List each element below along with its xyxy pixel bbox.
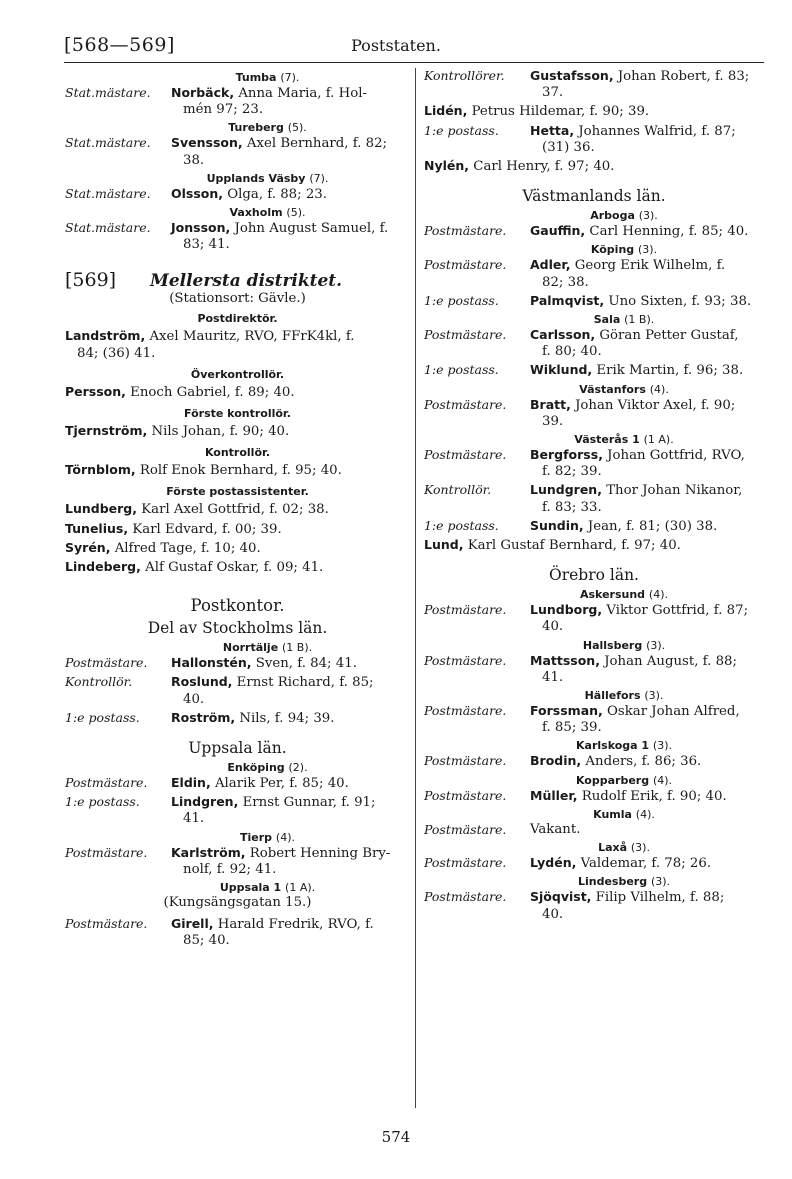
staff-person — [171, 710, 410, 727]
town-office-class: (3). — [630, 841, 650, 855]
staff-entry — [424, 257, 764, 290]
staff-surname: Hetta, — [530, 122, 575, 138]
town-office-class: (5). — [287, 121, 307, 135]
town-office-class: (1 B). — [282, 641, 313, 655]
staff-details: Enoch Gabriel, f. 89; 40. — [130, 384, 295, 400]
staff-entry — [65, 674, 410, 707]
town-heading — [424, 313, 764, 326]
staff-person — [530, 293, 764, 310]
town-heading — [424, 841, 764, 854]
town-name: Laxå — [598, 841, 628, 855]
staff-person — [530, 788, 764, 805]
staff-surname: Törnblom, — [65, 462, 136, 478]
staff-entry — [424, 822, 764, 838]
district-title: Mellersta distriktet. — [150, 271, 343, 292]
staff-role: Postmästare. — [65, 916, 148, 932]
staff-entry — [424, 537, 764, 554]
staff-person — [530, 397, 764, 430]
town-heading — [424, 808, 764, 821]
staff-role: Kontrollörer. — [424, 68, 505, 83]
town-office-class: (4). — [635, 807, 655, 821]
staff-details-cont: f. 82; 39. — [542, 464, 602, 480]
staff-entry — [424, 293, 764, 310]
staff-details: Valdemar, f. 78; 26. — [580, 856, 712, 872]
staff-details: Olga, f. 88; 23. — [227, 186, 327, 202]
staff-entry — [65, 501, 410, 518]
staff-role: Postmästare. — [424, 652, 507, 668]
town-office-class: (5). — [286, 206, 306, 220]
staff-details: Alf Gustaf Oskar, f. 09; 41. — [145, 560, 324, 576]
page-title: Poststaten. — [351, 36, 441, 55]
town-name: Köping — [590, 243, 635, 257]
staff-details: Sven, f. 84; 41. — [255, 656, 357, 672]
town-name: Tierp — [240, 830, 273, 844]
county-heading: Örebro län. — [549, 566, 639, 585]
staff-details-cont: mén 97; 23. — [183, 102, 264, 118]
staff-surname: Lundgren, — [530, 482, 602, 498]
staff-details: Johan Robert, f. 83; — [617, 69, 750, 84]
town-office-class: (7). — [280, 71, 300, 84]
staff-details: Jean, f. 81; (30) 38. — [587, 518, 718, 534]
staff-surname: Norbäck, — [171, 85, 235, 100]
town-office-class: (1 A). — [643, 433, 674, 447]
staff-details: Johan August, f. 88; — [604, 653, 737, 669]
staff-details: Thor Johan Nikanor, — [606, 483, 743, 499]
staff-details: Anna Maria, f. Hol- — [238, 86, 367, 101]
staff-person — [530, 518, 764, 535]
staff-entry — [424, 855, 764, 872]
staff-role: Postmästare. — [424, 855, 507, 871]
staff-entry — [65, 916, 410, 949]
staff-details: Vakant. — [530, 821, 581, 837]
town-heading — [65, 206, 410, 219]
staff-person — [530, 753, 764, 770]
staff-entry — [65, 186, 410, 203]
staff-surname: Lidén, — [424, 103, 468, 119]
district-page-ref: [569] — [65, 269, 117, 292]
staff-entry — [65, 845, 410, 878]
town-name: Västanfors — [579, 382, 646, 396]
staff-details: Karl Edvard, f. 00; 39. — [132, 521, 282, 537]
staff-details: Robert Henning Bry- — [249, 845, 391, 861]
staff-person — [171, 794, 410, 827]
staff-entry — [424, 703, 764, 736]
town-office-class: (4). — [652, 773, 673, 787]
staff-details-cont: 83; 41. — [183, 237, 230, 253]
staff-details: Axel Mauritz, RVO, FFrK4kl, f. — [149, 329, 355, 345]
staff-surname: Karlström, — [171, 844, 246, 860]
staff-surname: Bergforss, — [530, 447, 603, 463]
staff-details: Erik Martin, f. 96; 38. — [596, 363, 744, 379]
staff-role: 1:e postass. — [424, 362, 499, 378]
town-heading — [65, 121, 410, 134]
town-name: Tumba — [235, 71, 277, 84]
column-divider — [415, 68, 416, 1108]
position-heading: Kontrollör. — [204, 446, 271, 460]
town-name: Västerås 1 — [574, 433, 640, 447]
staff-entry — [65, 328, 410, 361]
staff-role: Stat.mästare. — [65, 220, 151, 236]
staff-surname: Jonsson, — [171, 220, 231, 236]
staff-entry — [65, 655, 410, 672]
staff-surname: Lindgren, — [171, 794, 239, 810]
staff-surname: Nylén, — [424, 158, 470, 174]
staff-details-cont: 40. — [183, 691, 205, 707]
staff-details: Oskar Johan Alfred, — [607, 704, 740, 720]
staff-person — [530, 822, 764, 838]
staff-details-cont: 40. — [542, 906, 564, 922]
town-heading — [65, 172, 410, 185]
staff-details: Petrus Hildemar, f. 90; 39. — [471, 104, 650, 120]
staff-details-cont: 37. — [542, 85, 564, 101]
town-heading — [424, 774, 764, 787]
town-heading — [65, 641, 410, 654]
staff-details: Rolf Enok Bernhard, f. 95; 40. — [139, 463, 342, 479]
staff-details: Johan Gottfrid, RVO, — [607, 448, 745, 464]
town-name: Askersund — [580, 588, 646, 602]
staff-person — [530, 447, 764, 480]
staff-details: Harald Fredrik, RVO, f. — [217, 917, 374, 933]
staff-details: Ernst Gunnar, f. 91; — [242, 795, 376, 811]
station-location: (Stationsort: Gävle.) — [169, 291, 306, 307]
staff-entry — [424, 788, 764, 805]
staff-details: Uno Sixten, f. 93; 38. — [608, 293, 752, 309]
town-office-class: (1 A). — [285, 881, 316, 895]
staff-entry — [424, 753, 764, 770]
staff-person — [171, 655, 410, 672]
town-heading — [424, 875, 764, 888]
staff-role: 1:e postass. — [424, 517, 499, 533]
staff-entry — [65, 462, 410, 479]
staff-role: Postmästare. — [424, 223, 507, 239]
staff-surname: Sundin, — [530, 517, 584, 533]
staff-role: Postmästare. — [424, 787, 507, 803]
staff-surname: Svensson, — [171, 135, 243, 151]
town-office-class: (4). — [649, 382, 669, 396]
staff-entry — [65, 794, 410, 827]
staff-role: Postmästare. — [65, 844, 148, 860]
staff-surname: Lundborg, — [530, 602, 603, 618]
town-office-class: (3). — [638, 209, 658, 223]
staff-role: 1:e postass. — [424, 292, 499, 308]
position-heading: Förste postassistenter. — [166, 485, 309, 499]
staff-surname: Eldin, — [171, 775, 211, 791]
staff-details: Viktor Gottfrid, f. 87; — [606, 603, 749, 619]
town-name: Upplands Väsby — [206, 171, 306, 185]
staff-surname: Lydén, — [530, 855, 577, 871]
staff-role: 1:e postass. — [65, 794, 140, 810]
staff-person — [171, 186, 410, 203]
staff-details: John August Samuel, f. — [234, 221, 389, 237]
staff-surname: Mattsson, — [530, 652, 600, 668]
staff-person — [530, 257, 764, 290]
staff-entry — [424, 447, 764, 480]
staff-details: Johannes Walfrid, f. 87; — [578, 123, 736, 139]
staff-entry — [65, 559, 410, 576]
town-office-class: (3). — [638, 243, 658, 257]
staff-entry — [424, 889, 764, 922]
staff-details: Nils, f. 94; 39. — [239, 710, 335, 726]
staff-surname: Syrén, — [65, 539, 111, 555]
staff-surname: Persson, — [65, 383, 126, 399]
staff-entry — [424, 482, 764, 515]
town-name: Kumla — [593, 807, 632, 821]
staff-surname: Lund, — [424, 537, 464, 553]
staff-details: Carl Henning, f. 85; 40. — [589, 224, 749, 240]
town-name: Karlskoga 1 — [576, 739, 650, 753]
town-office-class: (3). — [652, 739, 672, 753]
town-heading — [424, 209, 764, 222]
staff-details: Carl Henry, f. 97; 40. — [473, 159, 615, 175]
town-name: Arboga — [590, 209, 635, 223]
staff-person — [530, 123, 764, 156]
staff-person — [530, 327, 764, 360]
staff-details: Georg Erik Wilhelm, f. — [574, 258, 726, 274]
staff-surname: Carlsson, — [530, 327, 596, 343]
town-heading — [424, 588, 764, 601]
page-number: 574 — [381, 1128, 411, 1146]
staff-role: Postmästare. — [65, 655, 148, 671]
staff-details-cont: nolf, f. 92; 41. — [183, 861, 277, 877]
staff-surname: Forssman, — [530, 703, 603, 719]
staff-surname: Landström, — [65, 328, 146, 344]
staff-details-cont: 85; 40. — [183, 933, 230, 949]
staff-surname: Gustafsson, — [530, 68, 614, 83]
staff-entry — [424, 103, 764, 120]
district-heading — [65, 269, 410, 291]
staff-surname: Tunelius, — [65, 520, 129, 536]
staff-role: Postmästare. — [424, 889, 507, 905]
staff-details: Filip Vilhelm, f. 88; — [595, 890, 725, 906]
town-office-class: (2). — [288, 761, 308, 775]
office-address: (Kungsängsgatan 15.) — [163, 895, 312, 911]
staff-role: Postmästare. — [424, 821, 507, 837]
town-name: Tureberg — [228, 121, 284, 135]
staff-person — [530, 703, 764, 736]
staff-entry — [65, 521, 410, 538]
staff-role: Postmästare. — [424, 447, 507, 463]
staff-role: Kontrollör. — [65, 674, 133, 690]
postkontor-heading: Postkontor. — [190, 596, 285, 616]
staff-details-cont: 82; 38. — [542, 274, 589, 290]
town-office-class: (3). — [646, 638, 666, 652]
staff-person — [171, 220, 410, 253]
staff-person — [530, 68, 764, 101]
staff-person — [171, 775, 410, 792]
staff-role: 1:e postass. — [424, 122, 499, 138]
staff-person — [171, 85, 410, 118]
position-heading: Överkontrollör. — [190, 367, 285, 381]
staff-person — [530, 482, 764, 515]
town-heading — [424, 433, 764, 446]
staff-role: Postmästare. — [424, 257, 507, 273]
staff-details-cont: f. 85; 39. — [542, 720, 602, 736]
staff-role: 1:e postass. — [65, 709, 140, 725]
staff-entry — [424, 223, 764, 240]
county-heading: Del av Stockholms län. — [147, 619, 328, 638]
town-office-class: (4). — [648, 588, 668, 602]
town-heading — [424, 689, 764, 702]
staff-role: Postmästare. — [424, 703, 507, 719]
town-name: Kopparberg — [575, 773, 650, 787]
staff-entry — [424, 518, 764, 535]
staff-entry — [65, 220, 410, 253]
staff-entry — [424, 397, 764, 430]
staff-details: Anders, f. 86; 36. — [585, 754, 702, 770]
staff-details: Nils Johan, f. 90; 40. — [151, 424, 290, 440]
staff-details: Rudolf Erik, f. 90; 40. — [581, 788, 727, 804]
staff-entry — [424, 327, 764, 360]
town-name: Sala — [593, 313, 621, 327]
staff-entry — [65, 710, 410, 727]
staff-surname: Wiklund, — [530, 362, 593, 378]
staff-person — [530, 855, 764, 872]
town-heading — [424, 739, 764, 752]
position-heading: Postdirektör. — [197, 312, 278, 326]
staff-details: Ernst Richard, f. 85; — [236, 675, 374, 691]
left-column — [65, 68, 410, 951]
county-heading: Uppsala län. — [188, 739, 287, 758]
position-heading: Förste kontrollör. — [184, 407, 291, 421]
staff-surname: Gauffin, — [530, 223, 586, 239]
staff-details-cont: 41. — [542, 669, 564, 685]
staff-role: Stat.mästare. — [65, 85, 151, 100]
staff-entry — [65, 775, 410, 792]
staff-details-cont: (31) 36. — [542, 139, 595, 155]
staff-details-cont: 39. — [542, 413, 564, 429]
right-column — [424, 68, 764, 925]
town-name: Hällefors — [584, 689, 641, 703]
town-office-class: (4). — [275, 830, 295, 844]
staff-details: Göran Petter Gustaf, — [599, 328, 739, 344]
staff-entry — [424, 158, 764, 175]
staff-details-cont: 38. — [183, 152, 205, 168]
town-heading — [424, 243, 764, 256]
staff-entry — [424, 653, 764, 686]
staff-surname: Roström, — [171, 709, 236, 725]
staff-role: Stat.mästare. — [65, 185, 151, 201]
header-rule — [64, 62, 764, 63]
staff-person — [530, 653, 764, 686]
staff-role: Postmästare. — [424, 602, 507, 618]
staff-role: Postmästare. — [65, 775, 148, 791]
staff-person — [530, 362, 764, 379]
town-heading — [65, 71, 410, 84]
staff-details-cont: f. 80; 40. — [542, 344, 602, 360]
staff-details-cont: 41. — [183, 811, 205, 827]
staff-surname: Sjöqvist, — [530, 889, 592, 905]
staff-surname: Girell, — [171, 916, 214, 932]
staff-entry — [65, 135, 410, 168]
staff-surname: Müller, — [530, 787, 578, 803]
staff-surname: Hallonstén, — [171, 655, 252, 671]
staff-person — [530, 223, 764, 240]
staff-surname: Palmqvist, — [530, 292, 605, 308]
staff-entry — [424, 362, 764, 379]
town-heading — [65, 761, 410, 774]
staff-entry — [424, 602, 764, 635]
staff-details-cont: 40. — [542, 619, 564, 635]
town-name: Lindesberg — [577, 875, 648, 889]
staff-role: Postmästare. — [424, 396, 507, 412]
town-name: Norrtälje — [222, 641, 279, 655]
staff-details: Alarik Per, f. 85; 40. — [214, 776, 349, 792]
staff-person — [171, 674, 410, 707]
staff-person — [171, 845, 410, 878]
staff-person — [171, 135, 410, 168]
staff-details: Johan Viktor Axel, f. 90; — [575, 397, 736, 413]
staff-person — [171, 916, 410, 949]
staff-details: Alfred Tage, f. 10; 40. — [114, 540, 261, 556]
staff-role: Kontrollör. — [424, 482, 492, 498]
staff-details-cont: 84; (36) 41. — [77, 345, 156, 361]
staff-details: Karl Axel Gottfrid, f. 02; 38. — [141, 502, 329, 518]
staff-surname: Lundberg, — [65, 501, 137, 517]
town-name: Uppsala 1 — [219, 881, 282, 895]
staff-entry — [65, 85, 410, 118]
town-name: Vaxholm — [229, 206, 283, 220]
staff-details: Karl Gustaf Bernhard, f. 97; 40. — [467, 538, 681, 554]
county-heading: Västmanlands län. — [522, 187, 666, 206]
staff-surname: Brodin, — [530, 753, 582, 769]
town-heading — [424, 639, 764, 652]
staff-details: Axel Bernhard, f. 82; — [246, 136, 388, 152]
town-name: Hallsberg — [582, 638, 643, 652]
staff-entry — [65, 423, 410, 440]
town-heading — [65, 831, 410, 844]
town-name: Enköping — [227, 761, 285, 775]
staff-surname: Lindeberg, — [65, 559, 141, 575]
town-office-class: (3). — [644, 689, 664, 703]
town-office-class: (1 B). — [624, 313, 655, 327]
town-office-class: (3). — [650, 875, 671, 889]
staff-surname: Olsson, — [171, 185, 224, 201]
town-heading — [65, 881, 410, 894]
town-office-class: (7). — [309, 171, 329, 185]
staff-entry — [65, 384, 410, 401]
staff-surname: Tjernström, — [65, 423, 148, 439]
town-heading — [424, 383, 764, 396]
staff-entry — [424, 123, 764, 156]
staff-surname: Roslund, — [171, 674, 233, 690]
staff-entry — [65, 540, 410, 557]
staff-role: Postmästare. — [424, 327, 507, 343]
page-range: [568—569] — [64, 34, 175, 56]
staff-person — [530, 889, 764, 922]
staff-entry — [424, 68, 764, 101]
staff-role: Postmästare. — [424, 753, 507, 769]
staff-person — [530, 602, 764, 635]
staff-details-cont: f. 83; 33. — [542, 499, 602, 515]
staff-role: Stat.mästare. — [65, 135, 151, 151]
staff-surname: Adler, — [530, 257, 571, 273]
staff-surname: Bratt, — [530, 396, 571, 412]
